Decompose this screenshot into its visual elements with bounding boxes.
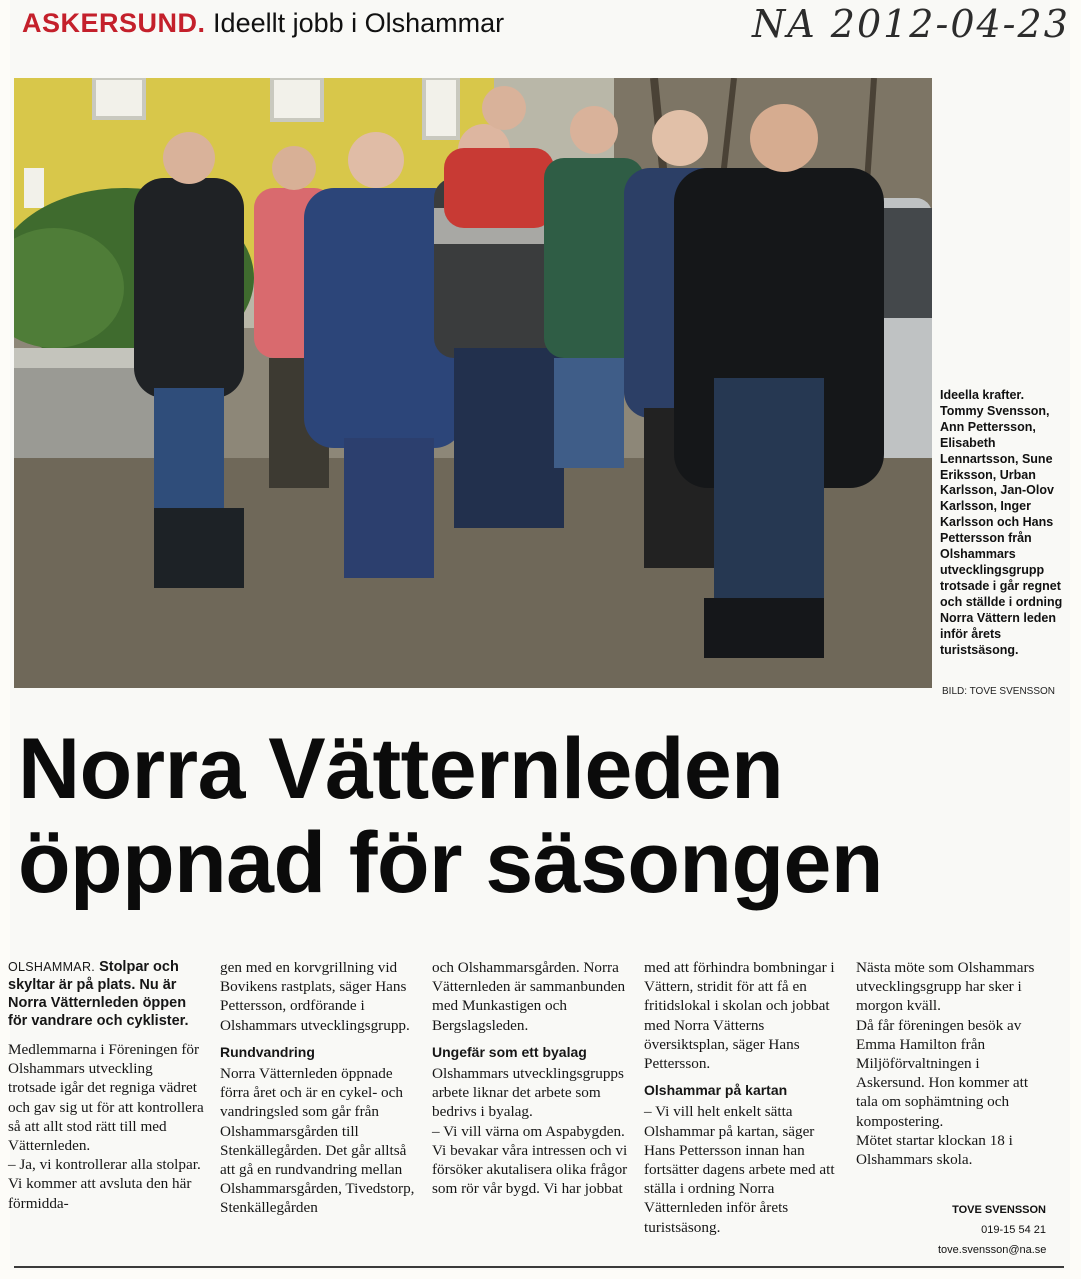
group-photo-icon (14, 78, 932, 688)
subheading-kartan: Olshammar på kartan (644, 1082, 788, 1099)
article-column-4 (644, 958, 840, 1237)
paragraph: Medlemmarna i Föreningen för Olshammars utveckling trotsade igår det regniga vädret och gav sig ut för att kontrollera så att allt stod rätt till med Vätternleden. (8, 1041, 204, 1155)
paragraph: – Ja, vi kontrollerar alla stolpar. Vi kommer att avsluta den här förmidda- (8, 1156, 201, 1212)
paragraph: gen med en korvgrillning vid Bovikens rastplats, säger Hans Pettersson, ordförande i Olshammars utvecklingsgrupp. (220, 959, 410, 1034)
article-column-2 (220, 958, 416, 1218)
paragraph: Då får föreningen besök av Emma Hamilton från Miljöförvaltningen i Askersund. Hon kommer att tala om sophämtning och kompostering. (856, 1016, 1029, 1130)
byline-name: TOVE SVENSSON (952, 1204, 1046, 1216)
headline (18, 722, 1058, 910)
kicker-title: Ideellt jobb i Olshammar (213, 8, 505, 38)
byline-email: tove.svensson@na.se (938, 1244, 1047, 1256)
headline-line2: öppnad för säsongen (18, 815, 883, 911)
headline-line1: Norra Vätternleden (18, 721, 784, 817)
photo-caption (940, 388, 1068, 658)
article-column-5 (856, 958, 1050, 1169)
kicker-section: ASKERSUND. (22, 8, 206, 38)
article-ingress-block (8, 958, 204, 1030)
paragraph: Olshammars utvecklingsgrupps arbete liknar det arbete som bedrivs i byalag. (432, 1065, 624, 1121)
group-photo (14, 78, 932, 688)
byline-phone: 019-15 54 21 (981, 1224, 1046, 1236)
paragraph: – Vi vill värna om Aspabygden. Vi bevakar våra intressen och vi försöker akutalisera olika frågor som rör vår bygd. Vi har jobbat (432, 1122, 628, 1198)
bottom-rule (14, 1266, 1064, 1268)
paragraph: med att förhindra bombningar i Vättern, stridit för att få en fritidslokal i skolan och jobbat med Norra Vätterns översiktsplan, säger Hans Pettersson. (644, 959, 835, 1073)
paragraph: – Vi vill helt enkelt sätta Olshammar på kartan, säger Hans Pettersson innan han fortsätter dagens arbete med att ställa i ordning Norra Vätternleden inför årets turistsäsong. (644, 1103, 835, 1236)
ingress: Stolpar och skyltar är på plats. Nu är Norra Vätternleden öppen för vandrare och cyklister. (8, 959, 189, 1029)
subheading-byalag: Ungefär som ett byalag (432, 1043, 587, 1060)
article-column-1 (8, 958, 204, 1213)
byline (938, 1200, 1046, 1260)
paragraph: och Olshammarsgården. Norra Vätternleden är sammanbunden med Munkastigen och Bergslagsleden. (432, 959, 626, 1034)
article-column-3 (432, 958, 628, 1198)
paragraph: Norra Vätternleden öppnade förra året och är en cykel- och vandringsled som går från Olshammarsgården till Stenkällegården. Det går alltså att gå en rundvandring mellan Olshammarsgården, Tivedstorp, Stenkällegården (220, 1065, 415, 1217)
kicker (22, 8, 504, 39)
caption-body: Tommy Svensson, Ann Pettersson, Elisabeth Lennartsson, Sune Eriksson, Urban Karlsson, Jan-Olov Karlsson, Inger Karlsson och Hans Pettersson från Olshammars utvecklingsgrupp trotsade i går regnet och ställde i ordning Norra Vättern leden inför årets turistsäsong. (940, 403, 1063, 657)
subheading-rundvandring: Rundvandring (220, 1043, 315, 1060)
paragraph: Nästa möte som Olshammars utvecklingsgrupp har sker i morgon kväll. (856, 959, 1035, 1015)
handwritten-date-note: NA 2012-04-23 (752, 2, 1070, 46)
photo-credit: BILD: TOVE SVENSSON (942, 686, 1056, 697)
dateline: OLSHAMMAR. (8, 960, 96, 974)
caption-lead: Ideella krafter. (940, 388, 1025, 402)
paragraph: Mötet startar klockan 18 i Olshammars skola. (856, 1131, 1013, 1169)
